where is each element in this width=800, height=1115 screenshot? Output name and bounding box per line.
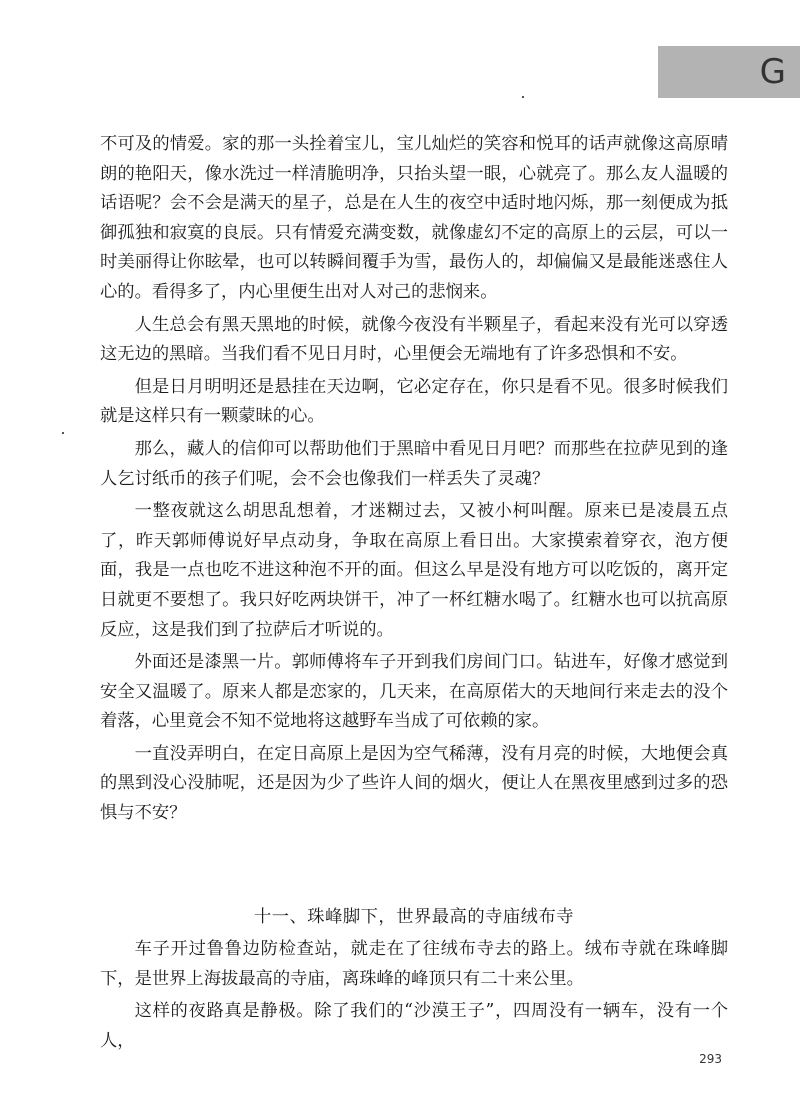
- paragraph: 车子开过鲁鲁边防检查站，就走在了往绒布寺去的路上。绒布寺就在珠峰脚下，是世界上海拔最高的寺庙，离珠峰的峰顶只有二十来公里。: [100, 939, 728, 989]
- paragraph: 人生总会有黑天黑地的时候，就像今夜没有半颗星子，看起来没有光可以穿透这无边的黑暗。当我们看不见日月时，心里便会无端地有了许多恐惧和不安。: [100, 314, 728, 365]
- body-text-bottom: [100, 935, 728, 1059]
- paragraph: 外面还是漆黑一片。郭师傅将车子开到我们房间门口。钻进车，好像才感觉到安全又温暖了。原来人都是恋家的，几天来，在高原偌大的天地间行来走去的没个着落，心里竟会不知不觉地将这越野车当成了可依赖的家。: [100, 652, 728, 732]
- paragraph: 但是日月明明还是悬挂在天边啊，它必定存在，你只是看不见。很多时候我们就是这样只有一颗蒙昧的心。: [100, 376, 728, 427]
- paragraph: 一整夜就这么胡思乱想着，才迷糊过去，又被小柯叫醒。原来已是凌晨五点了，昨天郭师傅说好早点动身，争取在高原上看日出。大家摸索着穿衣，泡方便面，我是一点也吃不进这种泡不开的面。但这么早是没有地方可以吃饭的，离开定日就更不要想了。我只好吃两块饼干，冲了一杯红糖水喝了。红糖水也可以抗高原反应，这是我们到了拉萨后才听说的。: [100, 501, 728, 640]
- scan-speck: [62, 432, 64, 434]
- paragraph: 这样的夜路真是静极。除了我们的“沙漠王子”，四周没有一辆车，没有一个人，: [100, 1001, 728, 1051]
- page-number: 293: [699, 1052, 722, 1066]
- section-tab: [658, 46, 800, 98]
- section-letter: G: [759, 52, 786, 92]
- body-text-top: [100, 130, 728, 832]
- paragraph: 一直没弄明白，在定日高原上是因为空气稀薄，没有月亮的时候，大地便会真的黑到没心没肺呢，还是因为少了些许人间的烟火，便让人在黑夜里感到过多的恐惧与不安？: [100, 743, 728, 824]
- section-heading: 十一、珠峰脚下，世界最高的寺庙绒布寺: [253, 907, 575, 927]
- scan-speck: [522, 96, 524, 98]
- paragraph: 不可及的情爱。家的那一头拴着宝儿，宝儿灿烂的笑容和悦耳的话声就像这高原晴朗的艳阳天，像水洗过一样清脆明净，只抬头望一眼，心就亮了。那么友人温暖的话语呢？会不会是满天的星子，总是在人生的夜空中适时地闪烁，那一刻便成为抵御孤独和寂寞的良辰。只有情爱充满变数，就像虚幻不定的高原上的云层，可以一时美丽得让你眩晕，也可以转瞬间覆手为雪，最伤人的，却偏偏又是最能迷惑住人心的。看得多了，内心里便生出对人对己的悲悯来。: [100, 134, 728, 302]
- paragraph: 那么，藏人的信仰可以帮助他们于黑暗中看见日月吧？而那些在拉萨见到的逢人乞讨纸币的孩子们呢，会不会也像我们一样丢失了灵魂？: [100, 438, 728, 489]
